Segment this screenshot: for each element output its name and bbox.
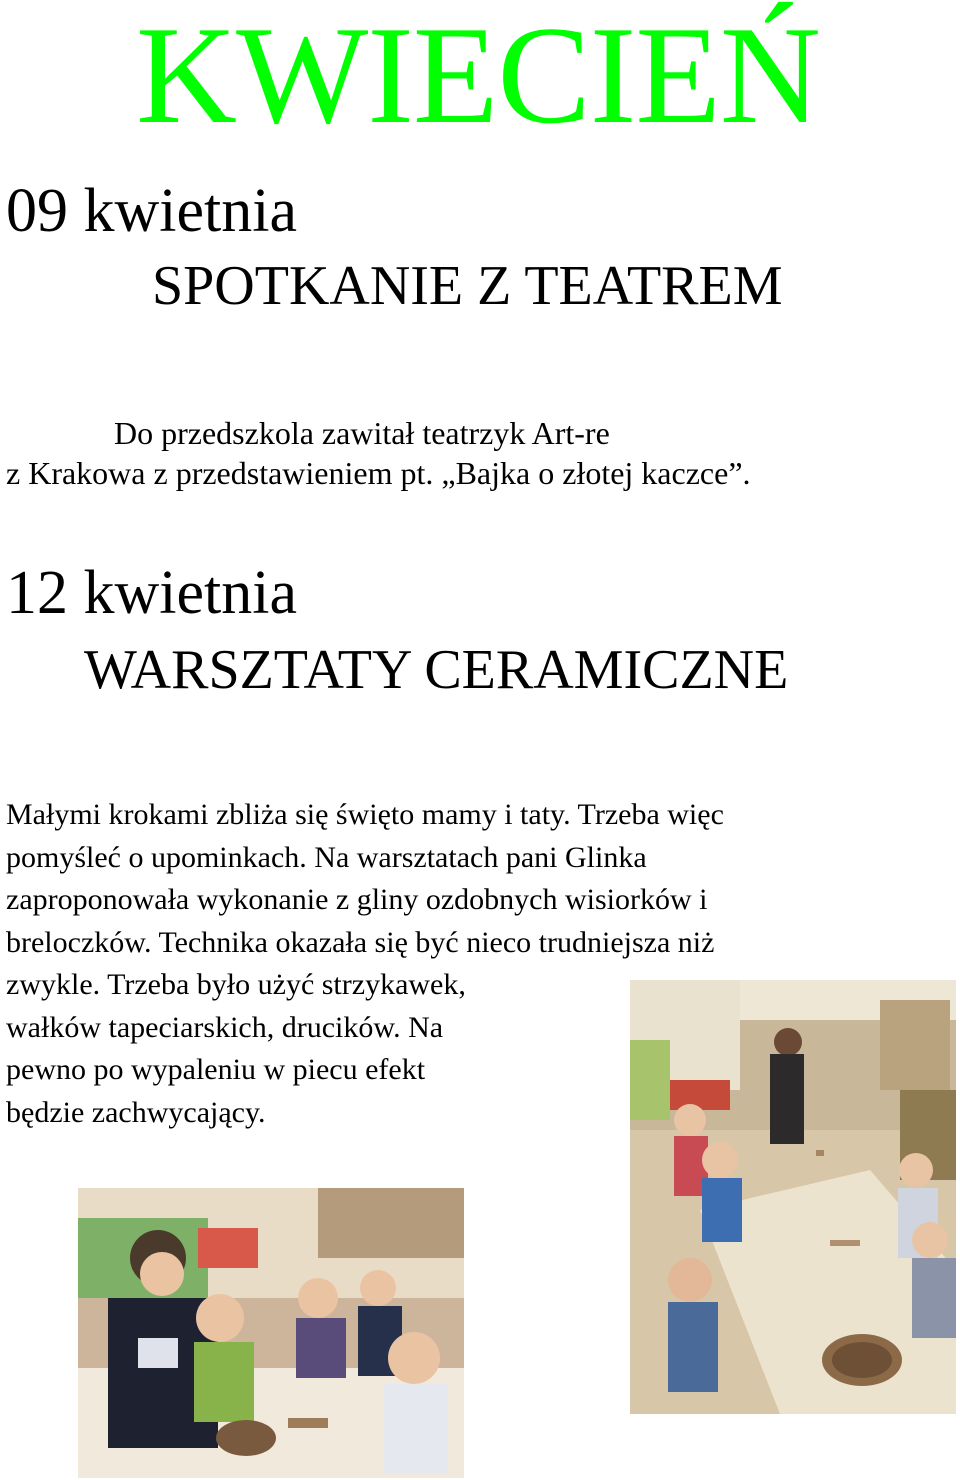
event-title-1: SPOTKANIE Z TEATREM [152,255,783,317]
event-description-2-line: pewno po wypaleniu w piecu efekt [6,1053,426,1086]
event-description-2-line: wałków tapeciarskich, drucików. Na [6,1010,444,1044]
event-description-2-line: zaproponowała wykonanie z gliny ozdobnych wisiorków i [6,883,708,916]
event-description-1-line-2: z Krakowa z przedstawieniem pt. „Bajka o złotej kaczce”. [6,455,751,491]
event-date-1: 09 kwietnia [6,177,297,245]
event-title-2: WARSZTATY CERAMICZNE [84,639,789,701]
workshop-photo-children [78,1188,464,1478]
event-description-2-line: breloczków. Technika okazała się być nieco trudniejsza niż [6,925,715,959]
workshop-photo-table [630,980,956,1414]
event-description-2-line: zwykle. Trzeba było użyć strzykawek, [6,968,466,1001]
month-title: KWIECIEŃ [136,0,821,153]
event-description-2-line: będzie zachwycający. [6,1095,266,1129]
event-description-1-line-1: Do przedszkola zawitał teatrzyk Art-re [114,415,610,451]
event-description-2-line: pomyśleć o upominkach. Na warsztatach pani Glinka [6,840,647,874]
event-date-2: 12 kwietnia [6,559,297,627]
event-description-2-line: Małymi krokami zbliża się święto mamy i taty. Trzeba więc [6,798,724,831]
